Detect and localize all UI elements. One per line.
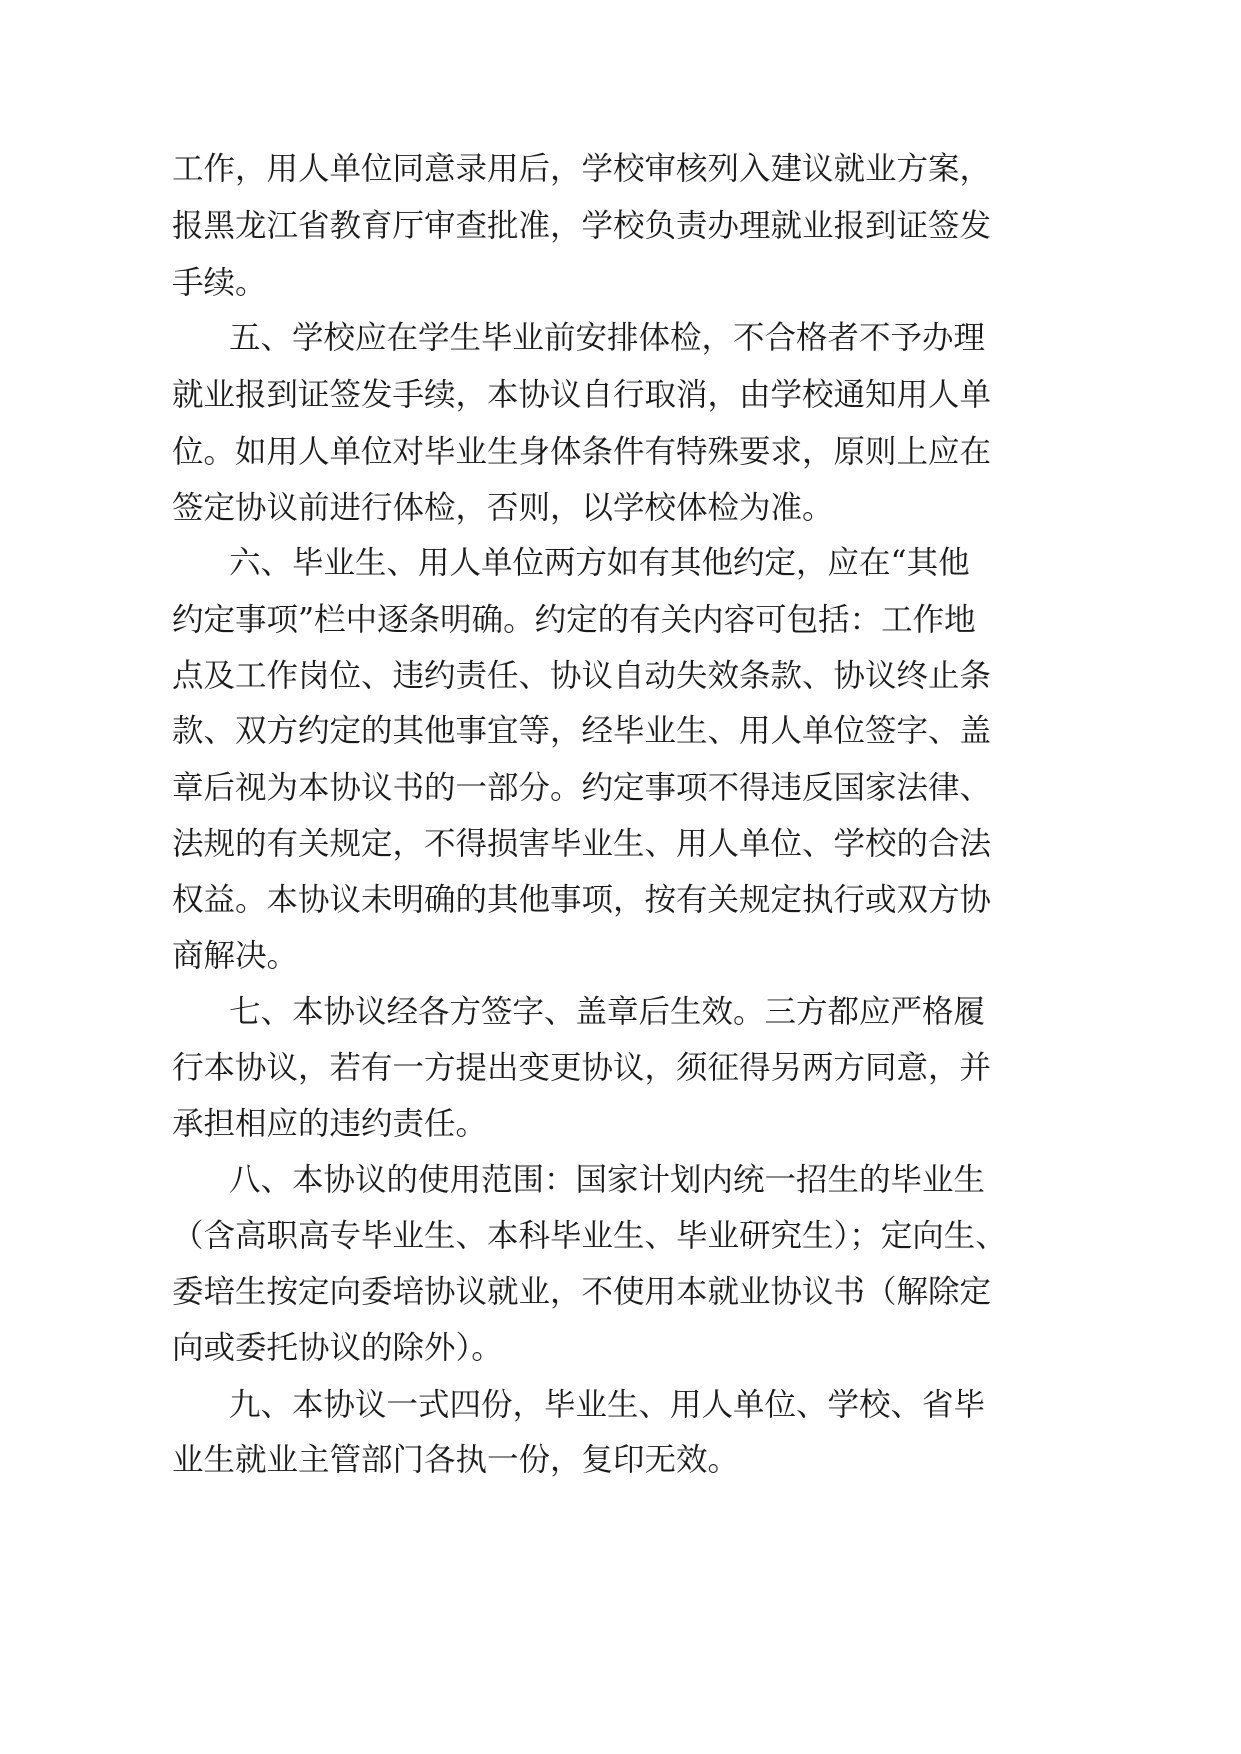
- text-line-content: 六、毕业生、用人单位两方如有其他约定，应在“其他: [229, 545, 970, 581]
- text-line-content: 业生就业主管部门各执一份，复印无效。: [172, 1442, 740, 1478]
- text-line-content: 承担相应的违约责任。: [172, 1106, 488, 1142]
- text-line-content: 工作，用人单位同意录用后，学校审核列入建议就业方案，: [172, 151, 992, 187]
- text-line-content: 九、本协议一式四份，毕业生、用人单位、学校、省毕: [229, 1387, 986, 1423]
- text-line: [0, 1264, 1241, 1320]
- text-line-content: 章后视为本协议书的一部分。约定事项不得违反国家法律、: [172, 770, 992, 806]
- text-line-content: 商解决。: [172, 938, 299, 974]
- text-line-content: 八、本协议的使用范围：国家计划内统一招生的毕业生: [229, 1162, 986, 1198]
- text-line-content: 点及工作岗位、违约责任、协议自动失效条款、协议终止条: [172, 658, 992, 694]
- text-line-content: 五、学校应在学生毕业前安排体检，不合格者不予办理: [229, 320, 986, 356]
- text-line-content: 法规的有关规定，不得损害毕业生、用人单位、学校的合法: [172, 826, 992, 862]
- text-line: [0, 872, 1241, 928]
- paragraph-start-line: [0, 535, 1241, 591]
- text-line: [0, 424, 1241, 480]
- text-line-content: 位。如用人单位对毕业生身体条件有特殊要求，原则上应在: [172, 434, 992, 470]
- text-line: [0, 198, 1241, 254]
- text-line-content: 约定事项”栏中逐条明确。约定的有关内容可包括：工作地: [172, 602, 976, 638]
- paragraph-start-line: [0, 310, 1241, 366]
- text-line-content: 手续。: [172, 265, 267, 301]
- text-line: [0, 592, 1241, 648]
- text-line: [0, 1096, 1241, 1152]
- text-line-content: 款、双方约定的其他事宜等，经毕业生、用人单位签字、盖: [172, 713, 992, 749]
- text-line: [0, 760, 1241, 816]
- text-line-content: 向或委托协议的除外）。: [172, 1330, 503, 1366]
- text-line: [0, 255, 1241, 311]
- text-line-content: 七、本协议经各方签字、盖章后生效。三方都应严格履: [229, 994, 986, 1030]
- text-line: [0, 816, 1241, 872]
- text-line: [0, 1040, 1241, 1096]
- text-line: [0, 480, 1241, 536]
- paragraph-start-line: [0, 1377, 1241, 1433]
- text-line-content: 签定协议前进行体检，否则，以学校体检为准。: [172, 490, 834, 526]
- text-line: [0, 1320, 1241, 1376]
- text-line: [0, 928, 1241, 984]
- text-line: [0, 1208, 1241, 1264]
- text-line-content: 就业报到证签发手续，本协议自行取消，由学校通知用人单: [172, 377, 992, 413]
- text-line: [0, 703, 1241, 759]
- text-line-content: 报黑龙江省教育厅审查批准，学校负责办理就业报到证签发: [172, 208, 992, 244]
- text-line-content: 权益。本协议未明确的其他事项，按有关规定执行或双方协: [172, 882, 992, 918]
- text-line: [0, 141, 1241, 197]
- paragraph-start-line: [0, 984, 1241, 1040]
- text-line-content: （含高职高专毕业生、本科毕业生、毕业研究生）；定向生、: [172, 1218, 1007, 1254]
- paragraph-start-line: [0, 1152, 1241, 1208]
- text-line: [0, 1432, 1241, 1488]
- text-line: [0, 648, 1241, 704]
- text-line-content: 委培生按定向委培协议就业，不使用本就业协议书（解除定: [172, 1274, 992, 1310]
- text-line-content: 行本协议，若有一方提出变更协议，须征得另两方同意，并: [172, 1050, 992, 1086]
- text-line: [0, 367, 1241, 423]
